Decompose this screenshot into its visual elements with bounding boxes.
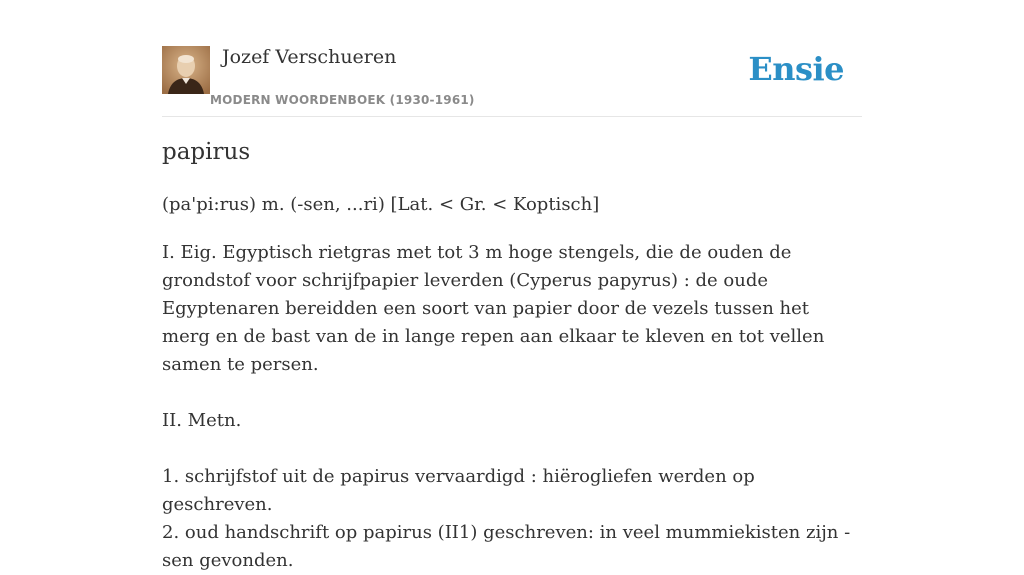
author-avatar[interactable]: [162, 46, 210, 94]
definition-heading-2: II. Metn.: [162, 410, 242, 431]
entry-title: papirus: [162, 139, 251, 165]
entry-definition: [162, 239, 862, 575]
source-label[interactable]: MODERN WOORDENBOEK (1930-1961): [210, 93, 475, 107]
entry-etymology: (pa'pi:rus) m. (-sen, ...ri) [Lat. < Gr. < Koptisch]: [162, 194, 600, 215]
paragraph-spacer: [162, 435, 862, 463]
definition-paragraph-1: I. Eig. Egyptisch rietgras met tot 3 m hoge stengels, die de ouden de grondstof voor schrijfpapier leverden (Cyperus papyrus) : de oude Egyptenaren bereidden een soort van papier door de vezels tussen het merg en de bast van de in lange repen aan elkaar te kleven en tot vellen samen te persen.: [162, 242, 825, 375]
site-header: [162, 46, 862, 117]
definition-sense-1: 1. schrijfstof uit de papirus vervaardigd : hiërogliefen werden op geschreven.: [162, 466, 755, 515]
ensie-logo[interactable]: Ensie: [748, 50, 844, 88]
author-portrait-image: [162, 46, 210, 94]
definition-sense-2: 2. oud handschrift op papirus (II1) geschreven: in veel mummiekisten zijn -sen gevonden.: [162, 522, 851, 571]
author-name[interactable]: Jozef Verschueren: [222, 46, 397, 68]
paragraph-spacer: [162, 379, 862, 407]
